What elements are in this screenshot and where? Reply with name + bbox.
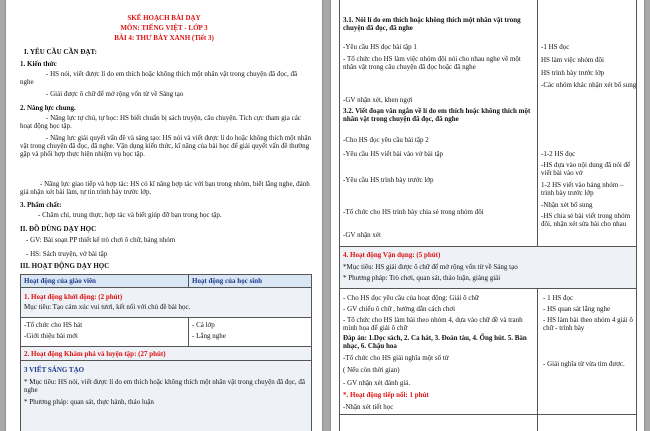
subsection-knowledge: 1. Kiến thức [20, 60, 57, 68]
paragraph: - Năng lực giải quyết vấn đề và sáng tạo: HS nói và viết được lí do hoặc không thích một nhân vật trong chuyện đã đọc, đã nghe. Vận dụng kiến thức, kĩ năng của bài học để giải quyết vấn đề thường gặp và phối hợp thực hiện nhiệm vụ học tập. [20, 134, 311, 159]
table-cell: -Nhận xét tiết học [343, 403, 394, 411]
table-line [188, 274, 189, 287]
table-cell: -HS dựa vào nội dung đã nói để viết bài vào vở [541, 161, 631, 178]
activity-4-objective: *Mục tiêu: HS giải được ô chữ để mở rộng vốn từ về Sáng tạo [343, 263, 518, 271]
table-cell: - HS làm bài theo nhóm 4 giải ô chữ - trình bày [543, 316, 633, 333]
paragraph: - HS: Sách truyện, vở bài tập [26, 250, 108, 258]
table-cell: HS trình bày trước lớp [541, 69, 605, 77]
document-page-2 [331, 0, 644, 431]
table-cell: - GV chiếu ô chữ , hướng dẫn cách chơi [343, 305, 456, 313]
table-line [20, 346, 312, 347]
table-line [339, 246, 637, 247]
table-band [20, 287, 312, 317]
document-page-1 [6, 0, 322, 431]
table-cell: -Nhận xét bổ sung [541, 201, 593, 209]
activity-4-heading: 4. Hoạt động Vận dụng: (5 phút) [343, 251, 441, 259]
table-line [339, 288, 637, 289]
table-line [20, 274, 21, 431]
table-cell: - 1 HS đọc [543, 294, 574, 302]
task-3-1-heading: 3.1. Nói lí do em thích hoặc không thích một nhân vật trong chuyện đã đọc, đã nghe [343, 16, 521, 33]
activity-1-objective: Mục tiêu: Tạo cảm xúc vui tươi, kết nối với chủ đề bài học. [24, 303, 191, 311]
table-line [339, 414, 637, 415]
activity-1-heading: 1. Hoạt động khởi động: (2 phút) [24, 293, 123, 301]
follow-up-heading: *. Hoạt động tiếp nối: 1 phút [343, 391, 429, 399]
table-line [311, 274, 312, 431]
activity-4-method: * Phương pháp: Trò chơi, quan sát, thảo luận, giảng giải [343, 274, 501, 282]
subsection-general-competence: 2. Năng lực chung. [20, 104, 76, 112]
table-cell: - Cả lớp [192, 321, 215, 329]
title-line-1: SKẾ HOẠCH BÀI DẠY [127, 14, 201, 22]
table-header-teacher: Hoạt động của giáo viên [24, 277, 96, 285]
table-cell: -GV nhận xét, khen ngợi [343, 96, 413, 104]
task-3-2-heading: 3.2. Viết đoạn văn ngắn về lí do em thích hoặc không thích một nhân vật trong chuyện đã đọc, đã nghe [343, 107, 531, 124]
section-1-heading: I. YÊU CẦU CẦN ĐẠT: [24, 48, 97, 56]
activity-3-objective: * Mục tiêu: HS nói, viết được lí do em thích hoặc không thích một nhân vật trong chuyện đã đọc, đã nghe [24, 378, 306, 395]
table-cell: HS làm việc nhóm đôi [541, 56, 604, 64]
table-cell: -1-2 HS đọc [541, 150, 576, 158]
table-line [20, 287, 312, 288]
table-cell: - Giải nghĩa từ vừa tìm được. [543, 360, 625, 368]
table-cell: ( Nếu còn thời gian) [343, 366, 400, 374]
table-cell: -GV nhận xét [343, 231, 381, 239]
table-line [188, 317, 189, 346]
table-cell: -Yêu cầu HS đọc bài tập 1 [343, 43, 417, 51]
table-line [636, 0, 637, 431]
table-cell: - HS quan sát lắng nghe [543, 305, 611, 313]
table-cell: -Tổ chức cho HS giải nghĩa một số từ [343, 354, 449, 362]
table-cell: - Tổ chức cho HS làm việc nhóm đôi nói cho nhau nghe về một nhân vật trong câu chuyện đã đọc hoặc đã nghe [343, 55, 521, 72]
paragraph: - HS nói, viết được lí do em thích hoặc không thích một nhân vật trong chuyện đã đọc, đã nghe [20, 70, 298, 87]
section-3-heading: III. HOẠT ĐỘNG DẠY HỌC [20, 262, 110, 270]
table-cell: -Yêu cầu HS trình bày trước lớp [343, 176, 434, 184]
paragraph: - Năng lực tự chủ, tự học: HS biết chuẩn bị sách truyện, câu chuyện. Tích cực tham gia các hoạt động học tập. [20, 114, 301, 131]
table-header-student: Hoạt động của học sinh [192, 277, 263, 285]
table-cell: -Cho HS đọc yêu cầu bài tập 2 [343, 136, 429, 144]
activity-3-method: * Phương pháp: quan sát, thực hành, thảo luận [24, 398, 154, 406]
title-line-3: BÀI 4: THƯ BÀY XANH (Tiết 3) [114, 34, 214, 42]
table-line [537, 288, 538, 431]
table-line [20, 360, 312, 361]
table-cell: -Giới thiệu bài mới [24, 332, 78, 340]
answer-key: Đáp án: 1.Dọc sách, 2. Ca hát, 3. Đoàn tàu, 4. Ống hút. 5. Bàn nhạc, 6. Chậu hoa [343, 334, 527, 351]
paragraph: - Chăm chỉ, trung thực, hợp tác và biết giúp đỡ bạn trong học tập. [38, 211, 222, 219]
title-line-2: MÔN: TIẾNG VIỆT - LỚP 3 [120, 24, 208, 32]
table-cell: -HS chia sẻ bài viết trong nhóm đôi, nhận xét sửa bài cho nhau [541, 212, 631, 229]
table-cell: - GV nhận xét đánh giá. [343, 379, 411, 387]
table-cell: - Cho HS đọc yêu cầu của hoạt động: Giải ô chữ [343, 294, 479, 302]
table-cell: - Tổ chức cho HS làm bài theo nhóm 4, dựa vào chữ đề và tranh minh họa để giải ô chữ [343, 316, 523, 333]
table-cell: -Tổ chức cho HS hát [24, 321, 83, 329]
paragraph: - GV: Bài soạn PP thiết kế trò chơi ô chữ, bảng nhóm [26, 236, 176, 244]
table-line [20, 317, 312, 318]
table-cell: -Tổ chức cho HS trình bày chia sẻ trong nhóm đôi [343, 208, 484, 216]
table-cell: - Lắng nghe [192, 332, 226, 340]
activity-2-heading: 2. Hoạt động Khám phá và luyện tập: (27 phút) [24, 350, 166, 358]
section-2-heading: II. ĐỒ DÙNG DẠY HỌC [20, 225, 97, 233]
paragraph: - Giải được ô chữ để mở rộng vốn từ về Sáng tạo [46, 90, 184, 98]
subsection-qualities: 3. Phẩm chất: [20, 201, 62, 209]
paragraph: - Năng lực giao tiếp và hợp tác: HS có kĩ năng hợp tác với bạn trong nhóm, biết lắng nghe, đánh giá nhận xét bài làm, tự tin trình bày trước lớp. [20, 180, 310, 197]
table-cell: -Yêu cầu HS viết bài vào vở bài tập [343, 150, 444, 158]
table-line [20, 274, 312, 275]
table-cell: -1 HS đọc [541, 43, 570, 51]
table-cell: 1-2 HS viết vào bảng nhóm – trình bày trước lớp [541, 181, 624, 198]
activity-3-heading: 3 VIẾT SÁNG TẠO [24, 366, 85, 374]
table-cell: -Các nhóm khác nhận xét bổ sung [541, 81, 637, 89]
table-line [537, 0, 538, 246]
table-line [339, 0, 340, 431]
